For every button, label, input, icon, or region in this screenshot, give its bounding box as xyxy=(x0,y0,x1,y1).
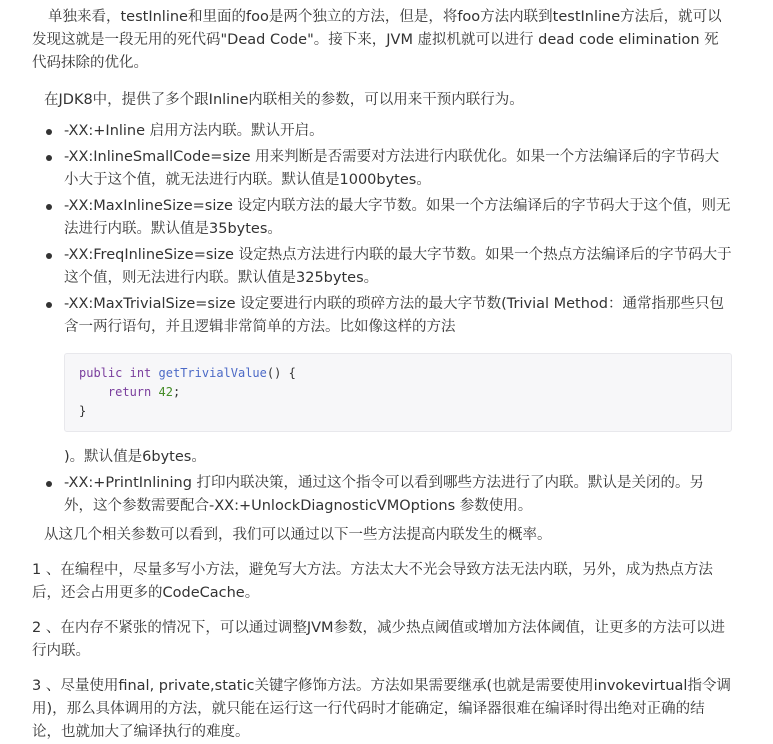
bullet-icon xyxy=(46,155,52,161)
list-item xyxy=(32,293,732,469)
code-keyword: return xyxy=(107,385,152,399)
option-text: -XX:MaxInlineSize=size 设定内联方法的最大字节数。如果一个方法编译后的字节码大于这个值，则无法进行内联。默认值是35bytes。 xyxy=(64,198,731,237)
article-body xyxy=(32,6,732,744)
intro-paragraph-2: 在JDK8中，提供了多个跟Inline内联相关的参数，可以用来干预内联行为。 xyxy=(44,92,524,108)
intro-paragraph-1: 单独来看，testInline和里面的foo是两个独立的方法，但是，将foo方法内联到testInline方法后，就可以发现这就是一段无用的死代码"Dead Code"。接下来，JVM 虚拟机就可以进行 dead code elimination 死代码抹除的优化。 xyxy=(32,9,722,71)
code-method-name: getTrivialValue xyxy=(158,366,267,380)
code-number: 42 xyxy=(158,385,173,399)
bullet-icon xyxy=(46,204,52,210)
list-item xyxy=(32,120,732,143)
bullet-icon xyxy=(46,253,52,259)
code-keyword: public xyxy=(79,366,123,380)
option-text: -XX:+PrintInlining 打印内联决策，通过这个指令可以看到哪些方法进行了内联。默认是关闭的。另外，这个参数需要配合-XX:+UnlockDiagnosticVMOptions 参数使用。 xyxy=(64,475,705,514)
option-text: -XX:+Inline 启用方法内联。默认开启。 xyxy=(64,123,324,139)
code-block[interactable] xyxy=(64,353,732,432)
option-text: -XX:MaxTrivialSize=size 设定要进行内联的琐碎方法的最大字节数(Trivial Method：通常指那些只包含一两行语句，并且逻辑非常简单的方法。比如像这样的方法 xyxy=(64,296,725,335)
list-item xyxy=(32,244,732,290)
code-text: } xyxy=(79,404,87,418)
option-text-tail: )。默认值是6bytes。 xyxy=(64,449,206,465)
option-text: -XX:InlineSmallCode=size 用来判断是否需要对方法进行内联优化。如果一个方法编译后的字节码大小大于这个值，就无法进行内联。默认值是1000bytes。 xyxy=(64,149,720,188)
list-item xyxy=(32,146,732,192)
code-text: () { xyxy=(266,366,296,380)
bullet-icon xyxy=(46,129,52,135)
list-item xyxy=(32,195,732,241)
inline-options-list xyxy=(32,120,732,518)
code-text: ; xyxy=(172,385,181,399)
list-item xyxy=(32,472,732,518)
bullet-icon xyxy=(46,481,52,487)
summary-lead: 从这几个相关参数可以看到，我们可以通过以下一些方法提高内联发生的概率。 xyxy=(44,527,552,543)
bullet-icon xyxy=(46,302,52,308)
code-keyword: int xyxy=(129,366,152,380)
summary-point-3: 3 、尽量使用final, private,static关键字修饰方法。方法如果需要继承(也就是需要使用invokevirtual指令调用)，那么具体调用的方法，就只能在运行这一行代码时才能确定，编译器很难在编译时得出绝对正确的结论，也就加大了编译执行的难度。 xyxy=(32,678,731,740)
summary-point-2: 2 、在内存不紧张的情况下，可以通过调整JVM参数，减少热点阈值或增加方法体阈值，让更多的方法可以进行内联。 xyxy=(32,620,726,659)
summary-point-1: 1 、在编程中，尽量多写小方法，避免写大方法。方法太大不光会导致方法无法内联，另外，成为热点方法后，还会占用更多的CodeCache。 xyxy=(32,562,713,601)
option-text: -XX:FreqInlineSize=size 设定热点方法进行内联的最大字节数。如果一个热点方法编译后的字节码大于这个值，则无法进行内联。默认值是325bytes。 xyxy=(64,247,732,286)
